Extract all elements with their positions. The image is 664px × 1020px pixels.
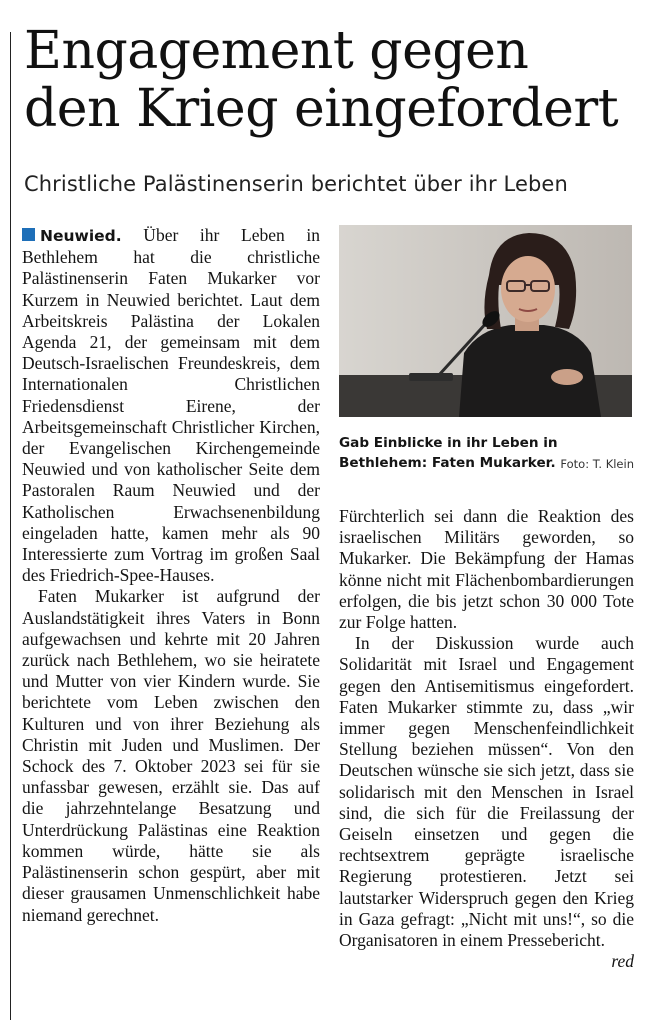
headline-line-2: den Krieg eingefordert: [24, 79, 619, 139]
article-column-left: [22, 225, 320, 926]
headline-line-1: Engagement gegen: [24, 21, 529, 81]
caption-text: Gab Einblicke in ihr Leben in Bethlehem: Faten Mukarker.: [339, 435, 558, 471]
portrait-illustration: [339, 225, 632, 417]
photo-credit: Foto: T. Klein: [560, 457, 634, 471]
article-photo: [339, 225, 632, 417]
paragraph-4: [339, 633, 634, 972]
headline: [24, 22, 654, 138]
author-signature: red: [611, 951, 634, 972]
column-rule: [10, 32, 11, 1020]
paragraph-4-text: In der Diskussion wurde auch Solidarität mit Israel und Engagement gegen den Antisemitismus eingefordert. Faten Mukarker stimmte zu, dass „wir immer gegen Menschenfeindlichkeit Stellung beziehen müssen“. Von den Deutschen wünsche sie sich jetzt, dass sie solidarisch mit den Menschen in Israel sind, die sich für die Freilassung der Geiseln einsetzen und gegen die rechtsextrem geprägte israelische Regierung protestieren. Jetzt sei lautstarker Widerspruch gegen den Krieg in Gaza gefragt: „Nicht mit uns!“, so die Organisatoren in einem Pressebericht.: [339, 633, 634, 951]
photo-caption: [339, 433, 634, 474]
paragraph-1: [22, 225, 320, 586]
paragraph-1-text: Über ihr Leben in Bethlehem hat die christliche Palästinenserin Faten Mukarker vor Kurzem in Neuwied berichtet. Laut dem Arbeitskreis Palästina der Lokalen Agenda 21, der gemeinsam mit dem Deutsch-Israelischen Freundeskreis, dem Internationalen Christlichen Friedensdienst Eirene, der Arbeitsgemeinschaft Christlicher Kirchen, der Evangelischen Kirchengemeinde Neuwied und von katholischer Seite dem Pastoralen Raum Neuwied und der Katholischen Erwachsenenbildung eingeladen hatte, kamen mehr als 90 Interessierte zum Vortrag im großen Saal des Friedrich-Spee-Hauses.: [22, 225, 320, 586]
dateline: Neuwied.: [40, 227, 122, 245]
paragraph-2: Faten Mukarker ist aufgrund der Auslandstätigkeit ihres Vaters in Bonn aufgewachsen und kehrte mit 20 Jahren zurück nach Bethlehem, wo sie heiratete und Mutter von vier Kindern wurde. Sie berichtete vom Leben zwischen den Kulturen und von ihrer Beziehung als Christin mit Juden und Muslimen. Der Schock des 7. Oktober 2023 sei für sie unfassbar gewesen, erzählt sie. Das auf die jahrzehntelange Besatzung und Unterdrückung Palästinas eine Reaktion kommen würde, hätte sie als Palästinenserin schon gespürt, aber mit dieser grausamen Unmenschlichkeit habe niemand gerechnet.: [22, 586, 320, 925]
section-marker-icon: [22, 228, 35, 241]
article-column-right: [339, 506, 634, 972]
subheadline: Christliche Palästinenserin berichtet über ihr Leben: [24, 172, 568, 196]
paragraph-3: Fürchterlich sei dann die Reaktion des israelischen Militärs geworden, so Mukarker. Die Bekämpfung der Hamas könne nicht mit Flächenbombardierungen erfolgen, die bis jetzt schon 30 000 Tote zur Folge hatten.: [339, 506, 634, 633]
